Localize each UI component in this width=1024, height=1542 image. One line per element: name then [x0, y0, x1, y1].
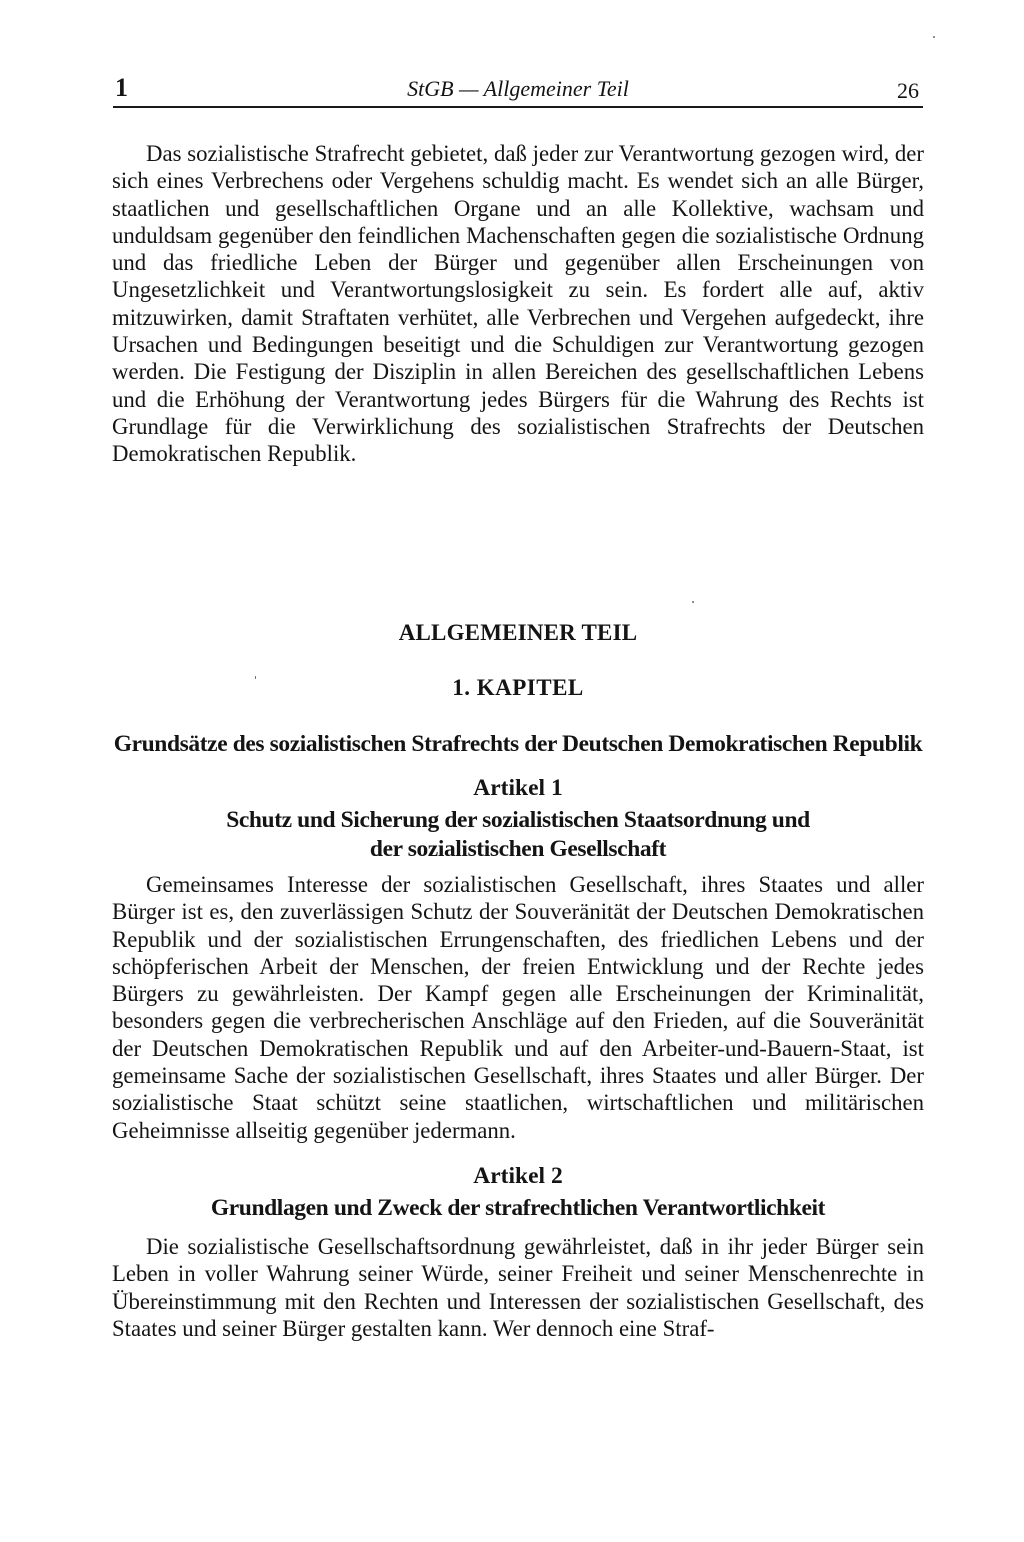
chapter-title: 1. KAPITEL [452, 675, 584, 700]
article-2-title-line-1: Grundlagen und Zweck der strafrechtlichen Verantwortlichkeit [210, 1195, 826, 1221]
scan-dust-mark [255, 676, 256, 679]
chapter-subtitle: Grundsätze des sozialistischen Strafrechts der Deutschen Demokratischen Republik [113, 731, 923, 757]
article-1-paragraph: Gemeinsames Interesse der sozialistischen Gesellschaft, ihres Staates und aller Bürger ist es, den zuverlässigen Schutz der Souveränität der Deutschen Demokratischen Republik und der sozialistischen Errungenschaften, des friedlichen Lebens und der schöpferischen Arbeit der Menschen, der freien Entwicklung und der Rechte jedes Bürgers zu gewährleisten. Der Kampf gegen alle Erscheinungen der Kriminalität, besonders gegen die verbrecherischen Anschläge auf den Frieden, auf die Souveränität der Deutschen Demokratischen Republik und auf den Arbeiter-und-Bauern-Staat, ist gemeinsame Sache der sozialistischen Gesellschaft, ihres Staates und aller Bürger. Der sozialistische Staat schützt seine staatlichen, wirtschaftlichen und militärischen Geheimnisse allseitig gegenüber jedermann. [112, 872, 924, 1143]
article-1-title-line-1: Schutz und Sicherung der sozialistischen Staatsordnung und [226, 807, 810, 833]
scan-dust-mark [692, 601, 694, 603]
article-2-heading: Artikel 2 [473, 1163, 563, 1189]
running-header-title: StGB — Allgemeiner Teil [407, 76, 629, 101]
scan-dust-mark [933, 36, 935, 38]
page-number: 26 [897, 78, 919, 103]
running-header [113, 68, 923, 108]
intro-paragraph: Das sozialistische Strafrecht gebietet, daß jeder zur Verantwortung gezogen wird, der sich eines Verbrechens oder Vergehens schuldig macht. Es wendet sich an alle Bürger, staatlichen und gesellschaftlichen Organe und an alle Kollektive, wachsam und unduldsam gegenüber den feindlichen Machenschaften gegen die sozialistische Ordnung und das friedliche Leben der Bürger und gegenüber allen Erscheinungen von Ungesetzlichkeit und Verantwortungslosigkeit zu sein. Es fordert alle auf, aktiv mitzuwirken, damit Straftaten verhütet, alle Verbrechen und Vergehen aufgedeckt, ihre Ursachen und Bedingungen beseitigt und die Schuldigen zur Verantwortung gezogen werden. Die Festigung der Disziplin in allen Bereichen des gesellschaftlichen Lebens und die Erhöhung der Verantwortung jedes Bürgers für die Wahrung des Rechts ist Grundlage für die Verwirklichung des sozialistischen Strafrechts der Deutschen Demokratischen Republik. [112, 141, 924, 467]
header-rule [113, 106, 923, 108]
article-1-heading: Artikel 1 [473, 775, 563, 801]
article-1-title-line-2: der sozialistischen Gesellschaft [369, 835, 667, 862]
article-1-title [112, 806, 924, 863]
article-2-paragraph: Die sozialistische Gesellschaftsordnung gewährleistet, daß in ihr jeder Bürger sein Leben in voller Wahrung seiner Würde, seiner Freiheit und seiner Menschenrechte in Übereinstimmung mit den Rechten und Interessen der sozialistischen Gesellschaft, des Staates und seiner Bürger gestalten kann. Wer dennoch eine Straf- [112, 1234, 924, 1341]
article-2-title [112, 1194, 924, 1223]
part-title: ALLGEMEINER TEIL [398, 620, 638, 645]
chapter-number: 1 [115, 73, 128, 102]
